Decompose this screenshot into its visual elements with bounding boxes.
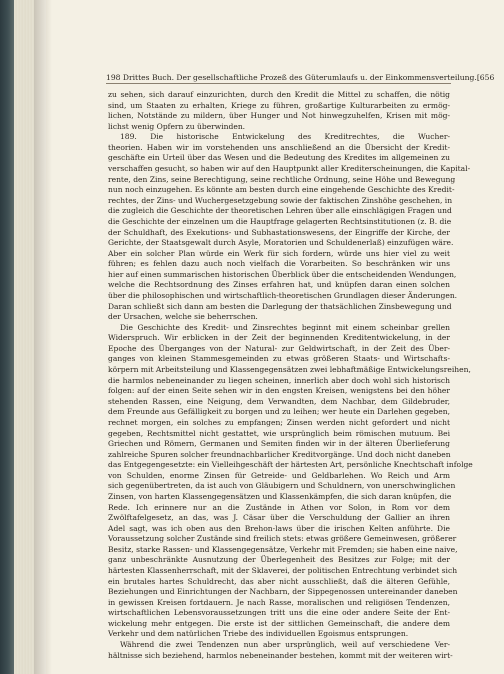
text-line: Griechen und Römern, Germanen und Semiten finden wir in der älteren Überlieferung (108, 439, 450, 449)
text-line: Während die zwei Tendenzen nun aber ursprünglich, weil auf verschiedene Ver- (120, 640, 450, 650)
text-line: der Ursachen, welche sie beherrschen. (108, 312, 258, 322)
text-line: nun noch einzugehen. Es könnte am besten durch eine eingehende Geschichte des Kredit- (108, 185, 455, 195)
text-line: Besitz, starke Rassen- und Klassengegensätze, Verkehr mit Fremden; sie haben eine naive, (108, 544, 458, 554)
text-line: hier auf einen summarischen historischen Überblick über die entscheidenden Wendungen, (108, 269, 457, 279)
text-line: lichst wenig Opfern zu überwinden. (108, 121, 246, 131)
text-line: Die Geschichte des Kredit- und Zinsrechtes beginnt mit einem scheinbar grellen (120, 322, 450, 332)
text-line: zu sehen, sich darauf einzurichten, durch den Kredit die Mittel zu schaffen, die nötig (108, 90, 450, 99)
text-line: rechtes, der Zins- und Wuchergesetzgebung sowie der faktischen Zinshöhe geschehen, in (108, 195, 453, 205)
text-line: die harmlos nebeneinander zu liegen scheinen, innerlich aber doch wohl sich historisch (108, 375, 450, 385)
text-line: Aber ein solcher Plan würde ein Werk für sich fordern, würde uns hier viel zu weit (108, 248, 450, 258)
text-line: rechnet morgen, ein solches zu empfangen; Zinsen werden nicht gefordert und nicht (108, 417, 450, 427)
page-edges (14, 0, 34, 674)
text-line: hältnisse sich beziehend, harmlos nebeneinander bestehen, kommt mit der weiteren wirt- (108, 650, 453, 660)
text-line: Zwölftafelgesetz, an das, was J. Cäsar über die Verschuldung der Gallier an ihren (108, 513, 450, 523)
text-line: wickelung mehr entgegen. Die erste ist der sittlichen Gemeinschaft, die andere dem (108, 618, 450, 628)
text-line: Epoche des Überganges von der Natural- zur Geldwirtschaft, in der Zeit des Über- (108, 343, 450, 353)
text-line: verschaffen gesucht, so haben wir auf den Hauptpunkt aller Krediterscheinungen, die Kapital- (108, 164, 471, 174)
text-line: ein brutales hartes Schuldrecht, das aber nicht ausschließt, daß die älteren Gefühle, (108, 576, 450, 586)
body-text (108, 90, 473, 661)
text-line: Voraussetzung solcher Zustände sind freilich stets: etwas größere Gemeinwesen, größerer (108, 534, 457, 544)
text-line: körpern mit Arbeitsteilung und Klassengegensätzen zwei lebhaftmäßige Entwickelungsreihen, (108, 365, 471, 375)
running-header-left: 198 Drittes Buch. Der gesellschaftliche Prozeß des Güterumlaufs u. der Einkommensverteilung. (106, 73, 477, 82)
text-line: rente, den Zins, seine Berechtigung, seine rechtliche Ordnung, seine Höhe und Bewegung (108, 174, 456, 184)
text-line: Zinsen, von harten Klassengegensätzen und Klassenkämpfen, die sich daran knüpfen, die (108, 491, 452, 501)
text-line: zahlreiche Spuren solcher freundnachbarlicher Kreditvorgänge. Und doch nicht daneben (108, 449, 451, 459)
text-line: von Schulden, enorme Zinsen für Getreide- und Geldbarlehen. Wo Reich und Arm (108, 470, 450, 480)
text-line: der Schuldhaft, des Exekutions- und Subhastationswesens, der Eingriffe der Kirche, der (108, 227, 450, 237)
text-line: führen; es fehlen dazu auch noch vielfach die Vorarbeiten. So beschränken wir uns (108, 259, 450, 269)
text-line: Verkehr und dem natürlichen Triebe des individuellen Egoismus entsprungen. (108, 629, 409, 639)
text-line: wirtschaftlichen Lebensvoraussetzungen tritt uns die eine oder andere Seite der Ent- (108, 608, 450, 618)
text-line: in gewissen Kreisen fortdauern. Je nach Rasse, moralischen und religiösen Tendenzen, (108, 597, 450, 607)
gutter-shadow (34, 0, 52, 674)
text-line: sind, um Staaten zu erhalten, Kriege zu führen, großartige Kulturarbeiten zu ermög- (108, 100, 450, 110)
text-line: über die philosophischen und wirtschaftlich-theoretischen Grundlagen dieser Änderungen. (108, 290, 458, 300)
text-line: ganz unbeschränkte Ausnutzung der Überlegenheit des Besitzes zur Folge; mit der (108, 555, 450, 565)
text-line: geschäfte ein Urteil über das Wesen und die Bedeutung des Kredites im allgemeinen zu (108, 153, 450, 163)
text-line: dem Freunde aus Gefälligkeit zu borgen und zu leihen; wer heute ein Darlehen gegeben, (108, 407, 450, 417)
page-number: [656 (476, 73, 495, 82)
text-line: folgen: auf der einen Seite sehen wir in den engsten Kreisen, wenigstens bei den höher (108, 386, 450, 396)
text-line: die zugleich die Geschichte der theoretischen Lehren über alle einschlägigen Fragen und (108, 206, 452, 216)
text-line: theorien. Haben wir im vorstehenden uns anschließend an die Übersicht der Kredit- (108, 142, 450, 152)
text-line: gegeben, Rechtsmittel nicht gestattet, wie ursprünglich beim römischen mutuum. Bei (108, 428, 450, 438)
text-line: Adel sagt, was ich oben aus den Brehon-laws über die irischen Kelten anführte. Die (108, 523, 450, 533)
text-line: Daran schließt sich dann am besten die Darlegung der thatsächlichen Zinsbewegung und (108, 301, 452, 311)
text-line: ganges von kleinen Stammesgemeinden zu etwas größeren Staats- und Wirtschafts- (108, 354, 450, 364)
text-line: das Entgegengesetzte: ein Vielleihgeschäft der härtesten Art, persönliche Knechtschaft infolge (108, 460, 473, 470)
text-line: Widerspruch. Wir erblicken in der Zeit der beginnenden Kreditentwickelung, in der (108, 333, 450, 343)
running-header (106, 73, 495, 84)
text-line: die Geschichte der einzelnen um die Hauptfrage gelagerten Rechtsinstitutionen (z. B. die (108, 216, 452, 226)
text-line: härtesten Klassenherrschaft, mit der Sklaverei, der politischen Entrechtung verbindet sich (108, 566, 458, 576)
text-line: lichen, Notstände zu mildern, über Hunger und Not hinwegzuhelfen, Krisen mit mög- (108, 111, 450, 121)
text-line: stehenden Rassen, eine Neigung, dem Verwandten, dem Nachbar, dem Gildebruder, (108, 396, 450, 406)
text-line: welche die Rechtsordnung des Zinses erfahren hat, und knüpfen daran einen solchen (108, 280, 450, 290)
text-line: Beziehungen und Einrichtungen der Nachbarn, der Sippegenossen untereinander daneben (108, 587, 458, 597)
text-line: 189. Die historische Entwickelung des Kreditrechtes, die Wucher- (120, 132, 450, 142)
book-spine (0, 0, 14, 674)
text-line: sich gegenübertreten, da ist auch von Gläubigern und Schuldnern, von unerschwinglichen (108, 481, 456, 491)
text-line: Rede. Ich erinnere nur an die Zustände in Athen vor Solon, in Rom vor dem (108, 502, 450, 512)
text-line: Gerichte, der Staatsgewalt durch Asyle, Moratorien und Schuldenerlaß) einzufügen wäre. (108, 238, 454, 248)
